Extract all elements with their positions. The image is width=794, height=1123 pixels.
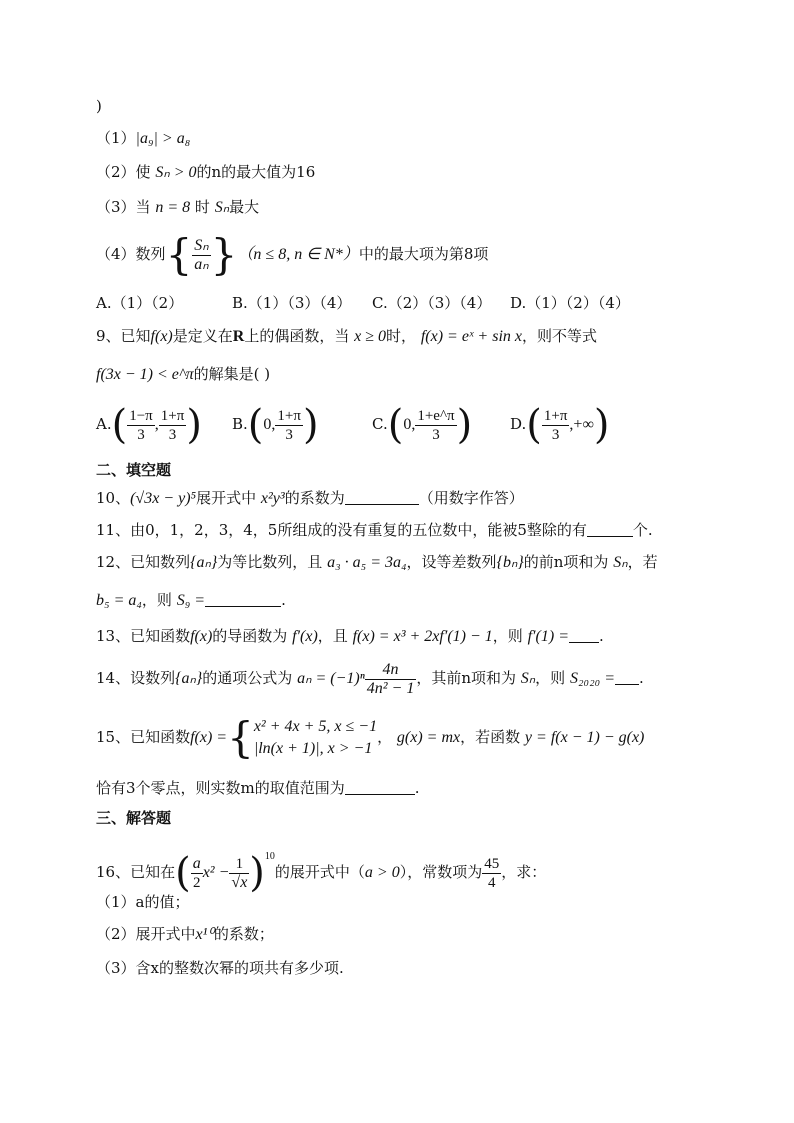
q8-item-2: （2）使 Sₙ > 0的n的最大值为16 xyxy=(96,163,316,181)
q16-sub-3: （3）含x的整数次幂的项共有多少项. xyxy=(96,959,344,977)
q9-line-2: f(3x − 1) < e^π的解集是( ) xyxy=(96,365,271,383)
right-brace: } xyxy=(210,230,238,279)
q12-line-1: 12、已知数列{aₙ}为等比数列，且 a₃ · a₅ = 3a₄，设等差数列{bₙ}的前n项和为 Sₙ，若 xyxy=(96,553,658,571)
q16-sub-2: （2）展开式中x¹⁰的系数； xyxy=(96,925,274,943)
q8-option-b[interactable]: B.（1）（3）（4） xyxy=(232,294,352,312)
q10-answer-blank[interactable] xyxy=(345,490,419,505)
q8-option-d[interactable]: D.（1）（2）（4） xyxy=(510,294,630,312)
piecewise-brace: { xyxy=(227,713,254,762)
q9-line-1: 9、已知f(x)是定义在R上的偶函数，当 x ≥ 0时， f(x) = eˣ + sin x，则不等式 xyxy=(96,327,598,345)
q11: 11、由0，1，2，3，4，5所组成的没有重复的五位数中，能被5整除的有 个. xyxy=(96,521,653,539)
q8-paren: ) xyxy=(96,97,102,115)
q13: 13、已知函数f(x)的导函数为 f′(x)，且 f(x) = x³ + 2xf′(1) − 1，则 f′(1) = . xyxy=(96,627,604,645)
q8-option-a[interactable]: A.（1）（2） xyxy=(96,294,184,312)
q9-option-b[interactable]: B.(0, $\frac{1+\pi}{3}$ ) xyxy=(232,402,319,448)
q14-answer-blank[interactable] xyxy=(615,670,639,685)
q9-option-c[interactable]: C.(0, $\frac{1+e\^{}\pi}{3}$ ) xyxy=(372,402,473,448)
q12-answer-blank[interactable] xyxy=(205,592,281,607)
q8-fraction: $\frac{\text{Sₙ}}{\text{aₙ}}$ xyxy=(194,236,209,273)
q15-answer-blank[interactable] xyxy=(345,780,415,795)
q15-piecewise: x² + 4x + 5, x ≤ −1 |ln(x + 1)|, x > −1 xyxy=(253,718,378,757)
q14: 14、设数列{aₙ}的通项公式为 aₙ = (−1)ⁿ $\frac{4n}{\text{4n² − 1}}$ ，其前n项和为 Sₙ，则 S₂₀₂₀ = . xyxy=(96,660,644,697)
q13-answer-blank[interactable] xyxy=(569,628,599,643)
q8-item-4: （4）数列{ $\frac{\text{Sₙ}}{\text{aₙ}}$ }（n ≤ 8, n ∈ N*）中的最大项为第8项 xyxy=(96,230,489,279)
q9-option-a[interactable]: A.( $\frac{1-\pi}{3}$ , $\frac{1+\pi}{3}$ ) xyxy=(96,402,202,448)
q9-option-d[interactable]: D.( $\frac{1+\pi}{3}$ ,+∞) xyxy=(510,402,610,448)
q12-line-2: b₅ = a₄，则 S₉ = . xyxy=(96,591,286,609)
left-brace: { xyxy=(165,230,193,279)
section-3-title: 三、解答题 xyxy=(96,809,172,827)
q14-fraction: $\frac{4n}{\text{4n² − 1}}$ xyxy=(366,660,415,697)
q15-line-1: 15、已知函数f(x) ={ x² + 4x + 5, x ≤ −1 |ln(x + 1)|, x > −1 ， g(x) = mx，若函数 y = f(x − 1) − g(x) xyxy=(96,713,645,762)
q11-answer-blank[interactable] xyxy=(587,522,633,537)
q8-item-3: （3）当 n = 8 时 Sₙ最大 xyxy=(96,198,260,216)
q16: 16、已知在( $\frac{a}{2}$ x² − $\frac{1}{√x}$ )$^{10}$的展开式中（a > 0），常数项为 $\frac{45}{4}$ ，求： xyxy=(96,850,547,896)
section-2-title: 二、填空题 xyxy=(96,461,172,479)
q15-line-2: 恰有3个零点，则实数m的取值范围为 . xyxy=(96,779,420,797)
q8-item-1: （1）|a₉| > a₈ xyxy=(96,129,191,147)
q16-sub-1: （1）a的值； xyxy=(96,893,190,911)
q8-option-c[interactable]: C.（2）（3）（4） xyxy=(372,294,492,312)
q10: 10、(√3x − y)⁵展开式中 x²y³的系数为 （用数字作答） xyxy=(96,489,524,507)
